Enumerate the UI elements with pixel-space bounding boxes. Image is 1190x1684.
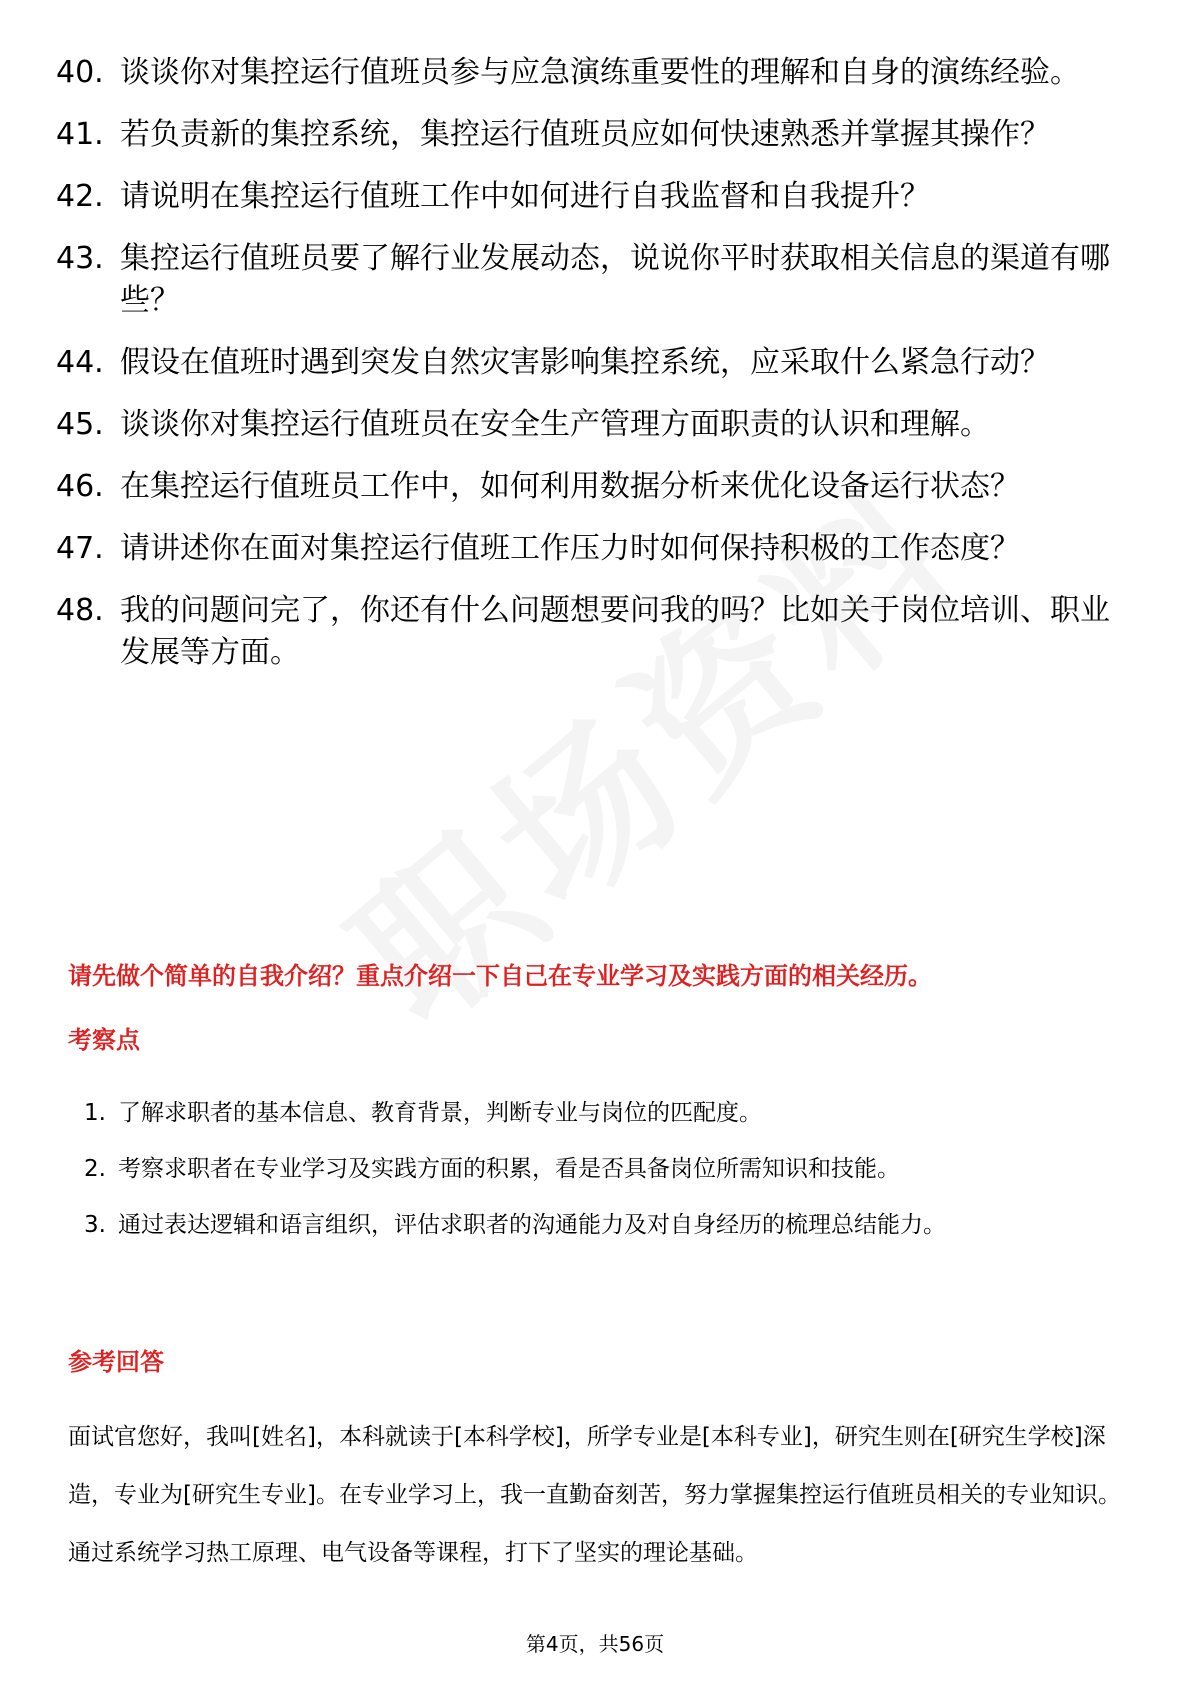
- list-item: [84, 1085, 1124, 1141]
- points-heading: 考察点: [68, 1026, 140, 1054]
- question-text: 请说明在集控运行值班工作中如何进行自我监督和自我提升？: [120, 179, 930, 214]
- question-number: 48.: [56, 593, 104, 628]
- question-number: 43.: [56, 241, 104, 276]
- list-item: [56, 590, 1116, 674]
- list-item: [56, 528, 1116, 570]
- list-item: [56, 114, 1116, 156]
- question-text: 我的问题问完了，你还有什么问题想要问我的吗？比如关于岗位培训、职业发展等方面。: [120, 593, 1110, 670]
- point-number: 1.: [84, 1100, 106, 1126]
- list-item: [56, 176, 1116, 218]
- point-number: 2.: [84, 1156, 106, 1182]
- question-number: 44.: [56, 345, 104, 380]
- point-text: 通过表达逻辑和语言组织，评估求职者的沟通能力及对自身经历的梳理总结能力。: [118, 1212, 946, 1238]
- intro-question-heading: 请先做个简单的自我介绍？重点介绍一下自己在专业学习及实践方面的相关经历。: [68, 962, 932, 990]
- list-item: [56, 404, 1116, 446]
- answer-heading: 参考回答: [68, 1348, 164, 1376]
- question-text: 在集控运行值班员工作中，如何利用数据分析来优化设备运行状态？: [120, 469, 1020, 504]
- question-number: 46.: [56, 469, 104, 504]
- question-number: 40.: [56, 55, 104, 90]
- question-text: 假设在值班时遇到突发自然灾害影响集控系统，应采取什么紧急行动？: [120, 345, 1050, 380]
- list-item: [56, 466, 1116, 508]
- question-text: 请讲述你在面对集控运行值班工作压力时如何保持积极的工作态度？: [120, 531, 1020, 566]
- point-text: 考察求职者在专业学习及实践方面的积累，看是否具备岗位所需知识和技能。: [118, 1156, 900, 1182]
- list-item: [56, 342, 1116, 384]
- question-text: 若负责新的集控系统，集控运行值班员应如何快速熟悉并掌握其操作？: [120, 117, 1050, 152]
- list-item: [84, 1197, 1124, 1253]
- question-number: 42.: [56, 179, 104, 214]
- question-text: 集控运行值班员要了解行业发展动态，说说你平时获取相关信息的渠道有哪些？: [120, 241, 1110, 318]
- point-number: 3.: [84, 1212, 106, 1238]
- points-list: [84, 1085, 1124, 1253]
- question-number: 45.: [56, 407, 104, 442]
- answer-paragraph: 面试官您好，我叫[姓名]，本科就读于[本科学校]，所学专业是[本科专业]，研究生则在[研究生学校]深造，专业为[研究生专业]。在专业学习上，我一直勤奋刻苦，努力掌握集控运行值班员相关的专业知识。通过系统学习热工原理、电气设备等课程，打下了坚实的理论基础。: [68, 1424, 1121, 1566]
- question-number: 47.: [56, 531, 104, 566]
- question-number: 41.: [56, 117, 104, 152]
- page-footer: 第4页，共56页: [525, 1632, 665, 1656]
- list-item: [56, 238, 1116, 322]
- question-text: 谈谈你对集控运行值班员参与应急演练重要性的理解和自身的演练经验。: [120, 55, 1080, 90]
- question-text: 谈谈你对集控运行值班员在安全生产管理方面职责的认识和理解。: [120, 407, 990, 442]
- question-list: [56, 52, 1116, 694]
- list-item: [56, 52, 1116, 94]
- point-text: 了解求职者的基本信息、教育背景，判断专业与岗位的匹配度。: [118, 1100, 762, 1126]
- list-item: [84, 1141, 1124, 1197]
